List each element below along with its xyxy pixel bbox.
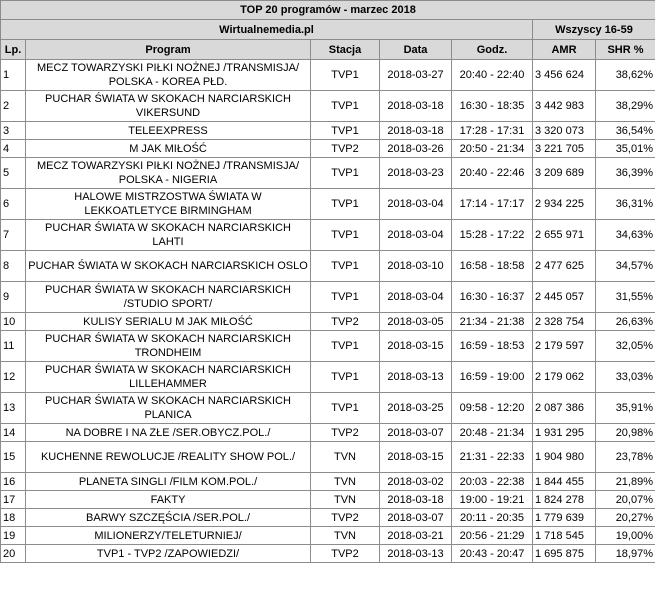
cell-time: 20:40 - 22:46 [452,158,533,189]
cell-lp: 14 [1,424,26,442]
cell-time: 17:14 - 17:17 [452,189,533,220]
cell-lp: 3 [1,122,26,140]
table-body [1,60,655,563]
cell-program: PLANETA SINGLI /FILM KOM.POL./ [26,473,311,491]
cell-shr: 35,91% [596,393,655,424]
cell-time: 20:50 - 21:34 [452,140,533,158]
table-row [1,251,655,282]
cell-station: TVN [311,527,380,545]
cell-lp: 5 [1,158,26,189]
cell-shr: 18,97% [596,545,655,563]
cell-station: TVP1 [311,393,380,424]
cell-date: 2018-03-07 [380,424,452,442]
cell-station: TVP1 [311,60,380,91]
cell-lp: 1 [1,60,26,91]
col-header-program: Program [26,40,311,60]
cell-time: 20:56 - 21:29 [452,527,533,545]
table-row [1,122,655,140]
cell-time: 20:03 - 22:38 [452,473,533,491]
cell-shr: 36,54% [596,122,655,140]
cell-date: 2018-03-04 [380,282,452,313]
cell-lp: 9 [1,282,26,313]
cell-station: TVN [311,491,380,509]
cell-lp: 11 [1,331,26,362]
cell-program: TVP1 - TVP2 /ZAPOWIEDZI/ [26,545,311,563]
cell-amr: 1 824 278 [533,491,596,509]
cell-lp: 17 [1,491,26,509]
cell-date: 2018-03-04 [380,189,452,220]
cell-shr: 36,31% [596,189,655,220]
cell-amr: 1 844 455 [533,473,596,491]
cell-program: MECZ TOWARZYSKI PIŁKI NOŻNEJ /TRANSMISJA/ POLSKA - NIGERIA [26,158,311,189]
source-label: Wirtualnemedia.pl [1,20,533,40]
cell-shr: 35,01% [596,140,655,158]
cell-program: PUCHAR ŚWIATA W SKOKACH NARCIARSKICH TRONDHEIM [26,331,311,362]
cell-program: PUCHAR ŚWIATA W SKOKACH NARCIARSKICH LAHTI [26,220,311,251]
col-header-station: Stacja [311,40,380,60]
cell-amr: 1 718 545 [533,527,596,545]
cell-lp: 15 [1,442,26,473]
cell-station: TVP2 [311,140,380,158]
cell-amr: 1 779 639 [533,509,596,527]
cell-amr: 2 087 386 [533,393,596,424]
cell-lp: 4 [1,140,26,158]
cell-amr: 2 179 597 [533,331,596,362]
cell-station: TVP2 [311,509,380,527]
cell-date: 2018-03-10 [380,251,452,282]
cell-lp: 2 [1,91,26,122]
cell-station: TVP1 [311,122,380,140]
cell-amr: 2 477 625 [533,251,596,282]
cell-shr: 20,07% [596,491,655,509]
cell-lp: 12 [1,362,26,393]
cell-date: 2018-03-26 [380,140,452,158]
cell-amr: 2 934 225 [533,189,596,220]
cell-shr: 31,55% [596,282,655,313]
cell-shr: 32,05% [596,331,655,362]
cell-station: TVP1 [311,331,380,362]
cell-time: 21:34 - 21:38 [452,313,533,331]
cell-date: 2018-03-18 [380,122,452,140]
cell-program: PUCHAR ŚWIATA W SKOKACH NARCIARSKICH OSLO [26,251,311,282]
cell-station: TVP1 [311,220,380,251]
cell-station: TVP1 [311,251,380,282]
cell-shr: 20,98% [596,424,655,442]
cell-station: TVP1 [311,158,380,189]
table-row [1,509,655,527]
cell-program: PUCHAR ŚWIATA W SKOKACH NARCIARSKICH /STUDIO SPORT/ [26,282,311,313]
cell-amr: 2 445 057 [533,282,596,313]
cell-lp: 10 [1,313,26,331]
cell-time: 20:43 - 20:47 [452,545,533,563]
cell-time: 17:28 - 17:31 [452,122,533,140]
cell-date: 2018-03-02 [380,473,452,491]
cell-program: PUCHAR ŚWIATA W SKOKACH NARCIARSKICH PLANICA [26,393,311,424]
cell-program: MECZ TOWARZYSKI PIŁKI NOŻNEJ /TRANSMISJA/ POLSKA - KOREA PŁD. [26,60,311,91]
cell-station: TVP2 [311,424,380,442]
cell-program: BARWY SZCZĘŚCIA /SER.POL./ [26,509,311,527]
table-title: TOP 20 programów - marzec 2018 [1,1,655,20]
cell-amr: 2 328 754 [533,313,596,331]
cell-date: 2018-03-07 [380,509,452,527]
cell-time: 21:31 - 22:33 [452,442,533,473]
cell-lp: 20 [1,545,26,563]
cell-date: 2018-03-04 [380,220,452,251]
table-row [1,545,655,563]
table-row [1,424,655,442]
cell-station: TVP2 [311,545,380,563]
cell-amr: 1 931 295 [533,424,596,442]
target-group-label: Wszyscy 16-59 [533,20,655,40]
cell-time: 15:28 - 17:22 [452,220,533,251]
cell-station: TVN [311,473,380,491]
table-row [1,189,655,220]
cell-amr: 3 221 705 [533,140,596,158]
table-row [1,282,655,313]
cell-program: PUCHAR ŚWIATA W SKOKACH NARCIARSKICH VIKERSUND [26,91,311,122]
col-header-amr: AMR [533,40,596,60]
cell-time: 19:00 - 19:21 [452,491,533,509]
cell-amr: 3 442 983 [533,91,596,122]
cell-program: KULISY SERIALU M JAK MIŁOŚĆ [26,313,311,331]
cell-station: TVP1 [311,189,380,220]
cell-date: 2018-03-05 [380,313,452,331]
cell-shr: 20,27% [596,509,655,527]
table-row [1,393,655,424]
table-row [1,313,655,331]
cell-date: 2018-03-25 [380,393,452,424]
table-row [1,91,655,122]
cell-amr: 3 209 689 [533,158,596,189]
cell-program: HALOWE MISTRZOSTWA ŚWIATA W LEKKOATLETYCE BIRMINGHAM [26,189,311,220]
cell-amr: 2 179 062 [533,362,596,393]
cell-station: TVP1 [311,362,380,393]
table-row [1,331,655,362]
cell-time: 09:58 - 12:20 [452,393,533,424]
cell-lp: 6 [1,189,26,220]
cell-date: 2018-03-21 [380,527,452,545]
cell-shr: 21,89% [596,473,655,491]
table-row [1,140,655,158]
cell-amr: 3 456 624 [533,60,596,91]
table-row [1,362,655,393]
table-row [1,491,655,509]
cell-program: NA DOBRE I NA ZŁE /SER.OBYCZ.POL./ [26,424,311,442]
cell-time: 16:59 - 19:00 [452,362,533,393]
cell-station: TVP1 [311,91,380,122]
cell-date: 2018-03-13 [380,362,452,393]
cell-date: 2018-03-13 [380,545,452,563]
cell-program: TELEEXPRESS [26,122,311,140]
table-row [1,220,655,251]
cell-time: 20:40 - 22:40 [452,60,533,91]
cell-time: 20:48 - 21:34 [452,424,533,442]
cell-shr: 36,39% [596,158,655,189]
cell-date: 2018-03-23 [380,158,452,189]
cell-shr: 23,78% [596,442,655,473]
cell-shr: 38,62% [596,60,655,91]
cell-shr: 34,57% [596,251,655,282]
col-header-date: Data [380,40,452,60]
cell-shr: 34,63% [596,220,655,251]
cell-amr: 2 655 971 [533,220,596,251]
cell-station: TVP1 [311,282,380,313]
cell-program: PUCHAR ŚWIATA W SKOKACH NARCIARSKICH LILLEHAMMER [26,362,311,393]
cell-lp: 13 [1,393,26,424]
cell-lp: 8 [1,251,26,282]
cell-amr: 1 695 875 [533,545,596,563]
cell-shr: 19,00% [596,527,655,545]
cell-time: 16:58 - 18:58 [452,251,533,282]
cell-time: 20:11 - 20:35 [452,509,533,527]
cell-shr: 26,63% [596,313,655,331]
cell-date: 2018-03-27 [380,60,452,91]
cell-program: KUCHENNE REWOLUCJE /REALITY SHOW POL./ [26,442,311,473]
cell-shr: 33,03% [596,362,655,393]
cell-date: 2018-03-18 [380,491,452,509]
cell-date: 2018-03-15 [380,331,452,362]
table-row [1,473,655,491]
cell-lp: 7 [1,220,26,251]
cell-time: 16:30 - 16:37 [452,282,533,313]
col-header-time: Godz. [452,40,533,60]
cell-program: FAKTY [26,491,311,509]
cell-date: 2018-03-15 [380,442,452,473]
cell-time: 16:59 - 18:53 [452,331,533,362]
table-row [1,158,655,189]
cell-lp: 19 [1,527,26,545]
cell-amr: 1 904 980 [533,442,596,473]
col-header-shr: SHR % [596,40,655,60]
cell-program: MILIONERZY/TELETURNIEJ/ [26,527,311,545]
cell-amr: 3 320 073 [533,122,596,140]
cell-station: TVP2 [311,313,380,331]
table-row [1,60,655,91]
cell-time: 16:30 - 18:35 [452,91,533,122]
cell-date: 2018-03-18 [380,91,452,122]
table-row [1,527,655,545]
col-header-lp: Lp. [1,40,26,60]
cell-program: M JAK MIŁOŚĆ [26,140,311,158]
cell-lp: 18 [1,509,26,527]
cell-shr: 38,29% [596,91,655,122]
table-row [1,442,655,473]
cell-station: TVN [311,442,380,473]
cell-lp: 16 [1,473,26,491]
